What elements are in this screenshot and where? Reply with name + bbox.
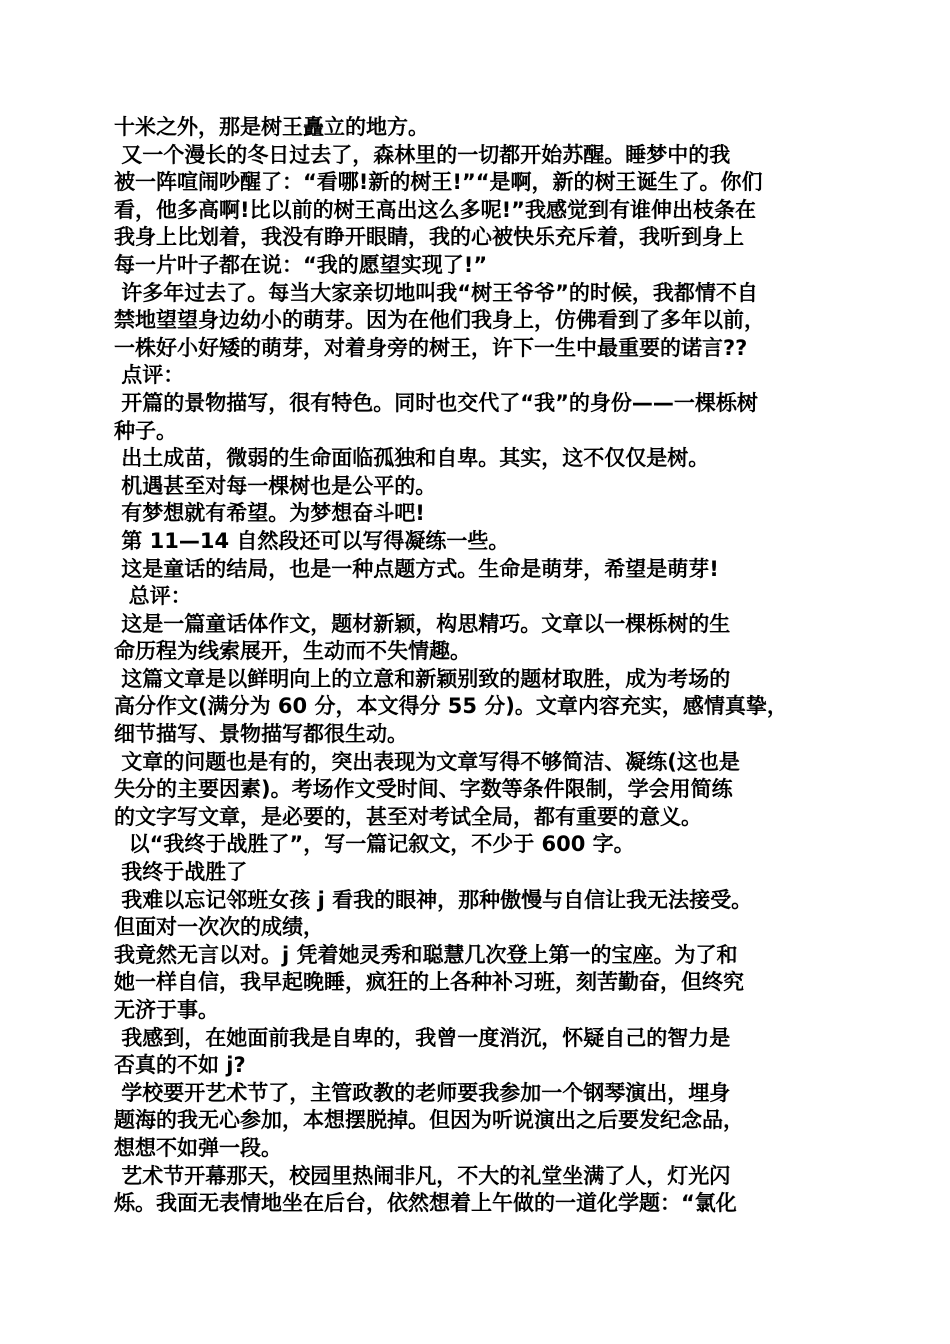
text-line: 这是童话的结局，也是一种点题方式。生命是萌芽，希望是萌芽! (114, 556, 719, 581)
text-line: 命历程为线索展开，生动而不失情趣。 (114, 639, 471, 664)
body-text (114, 114, 838, 1218)
text-line: 无济于事。 (114, 998, 219, 1022)
section-heading: 总评： (114, 584, 192, 609)
text-line: 文章的问题也是有的，突出表现为文章写得不够简洁、凝练(这也是 (114, 749, 740, 774)
text-line: 这篇文章是以鲜明向上的立意和新颖别致的题材取胜，成为考场的 (114, 666, 731, 691)
text-line: 她一样自信，我早起晚睡，疯狂的上各种补习班，刻苦勤奋，但终究 (114, 970, 744, 995)
text-line: 我竟然无言以对。j 凭着她灵秀和聪慧几次登上第一的宝座。为了和 (114, 942, 738, 967)
text-line: 第 11—14 自然段还可以写得凝练一些。 (114, 528, 510, 553)
text-line: 被一阵喧闹吵醒了：“看哪!新的树王!”“是啊，新的树王诞生了。你们 (114, 170, 763, 195)
text-line: 一株好小好矮的萌芽，对着身旁的树王，许下一生中最重要的诺言?? (114, 335, 748, 360)
text-line: 有梦想就有希望。为梦想奋斗吧! (114, 501, 425, 526)
prompt-line: 以“我终于战胜了”，写一篇记叙文，不少于 600 字。 (114, 832, 635, 857)
text-line: 高分作文(满分为 60 分，本文得分 55 分)。文章内容充实，感情真挚， (114, 694, 788, 719)
section-heading: 点评： (114, 363, 185, 388)
text-line: 我难以忘记邻班女孩 j 看我的眼神，那种傲慢与自信让我无法接受。 (114, 887, 753, 912)
text-line: 十米之外，那是树王矗立的地方。 (114, 115, 429, 139)
essay-title: 我终于战胜了 (114, 860, 248, 885)
text-line: 否真的不如 j? (114, 1053, 246, 1078)
text-line: 看，他多高啊!比以前的树王高出这么多呢!”我感觉到有谁伸出枝条在 (114, 197, 756, 222)
text-line: 又一个漫长的冬日过去了，森林里的一切都开始苏醒。睡梦中的我 (114, 142, 731, 167)
text-line: 细节描写、景物描写都很生动。 (114, 722, 408, 747)
text-line: 艺术节开幕那天，校园里热闹非凡，不大的礼堂坐满了人，灯光闪 (114, 1163, 731, 1188)
text-line: 失分的主要因素)。考场作文受时间、字数等条件限制，学会用简练 (114, 777, 733, 802)
text-line: 题海的我无心参加，本想摆脱掉。但因为听说演出之后要发纪念品， (114, 1108, 744, 1133)
text-line: 出土成苗，微弱的生命面临孤独和自卑。其实，这不仅仅是树。 (114, 446, 710, 471)
text-line: 我身上比划着，我没有睁开眼睛，我的心被快乐充斥着，我听到身上 (114, 225, 744, 250)
text-line: 烁。我面无表情地坐在后台，依然想着上午做的一道化学题：“氯化 (114, 1191, 737, 1216)
text-line: 每一片叶子都在说：“我的愿望实现了!” (114, 252, 488, 277)
text-line: 禁地望望身边幼小的萌芽。因为在他们我身上，仿佛看到了多年以前， (114, 308, 765, 333)
text-line: 种子。 (114, 418, 177, 443)
text-line: 的文字写文章，是必要的，甚至对考试全局，都有重要的意义。 (114, 804, 702, 829)
text-line: 机遇甚至对每一棵树也是公平的。 (114, 473, 437, 498)
text-line: 我感到，在她面前我是自卑的，我曾一度消沉，怀疑自己的智力是 (114, 1025, 731, 1050)
text-line: 学校要开艺术节了，主管政教的老师要我参加一个钢琴演出，埋身 (114, 1080, 731, 1105)
text-line: 但面对一次次的成绩， (114, 915, 324, 940)
text-line: 想想不如弹一段。 (114, 1135, 282, 1160)
text-line: 这是一篇童话体作文，题材新颖，构思精巧。文章以一棵栎树的生 (114, 611, 731, 636)
text-line: 许多年过去了。每当大家亲切地叫我“树王爷爷”的时候，我都情不自 (114, 280, 758, 305)
text-line: 开篇的景物描写，很有特色。同时也交代了“我”的身份——一棵栎树 (114, 390, 758, 415)
